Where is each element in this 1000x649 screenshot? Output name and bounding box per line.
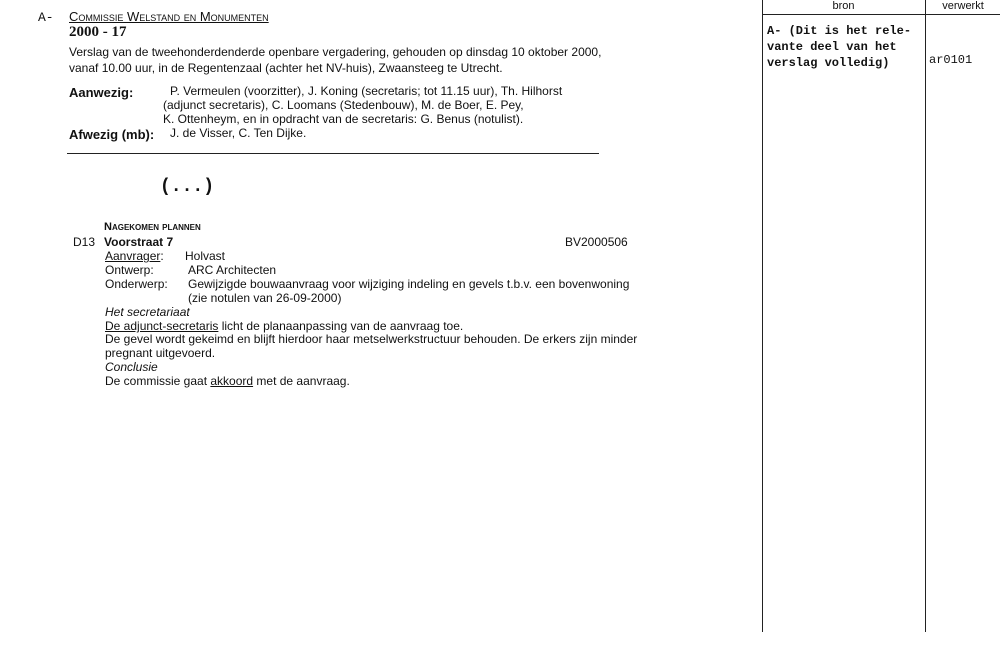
subject-line-1: Gewijzigde bouwaanvraag voor wijziging indeling en gevels t.b.v. een bovenwoning xyxy=(188,277,630,291)
processed-cell: ar0101 xyxy=(929,53,973,67)
source-cell xyxy=(767,23,911,71)
body-line-2: pregnant uitgevoerd. xyxy=(105,346,216,360)
column-header-processed: verwerkt xyxy=(942,0,984,12)
design-value: ARC Architecten xyxy=(188,263,277,277)
absent-text: J. de Visser, C. Ten Dijke. xyxy=(170,126,307,140)
source-line-2: vante deel van het xyxy=(767,40,897,54)
subject-line-2: (zie notulen van 26-09-2000) xyxy=(188,291,342,305)
item-address: Voorstraat 7 xyxy=(104,235,174,249)
item-code: D13 xyxy=(73,235,96,249)
column-header-source: bron xyxy=(832,0,855,12)
intro-line-1: Verslag van de tweehonderdenderde openbare vergadering, gehouden op dinsdag 10 oktober 2000, xyxy=(69,45,602,59)
secretariat-subject: De adjunct-secretaris xyxy=(105,319,219,333)
applicant-colon: : xyxy=(160,249,164,263)
committee-title: Commissie Welstand en Monumenten xyxy=(69,9,269,24)
table-left-border xyxy=(762,0,763,632)
conclusion-keyword: akkoord xyxy=(210,374,254,388)
applicant-label-row xyxy=(105,249,164,263)
subject-label: Onderwerp: xyxy=(105,277,168,291)
intro-line-2: vanaf 10.00 uur, in de Regentenzaal (achter het NV-huis), Zwaansteeg te Utrecht. xyxy=(69,61,503,75)
conclusion-text xyxy=(105,374,350,388)
section-heading: Nagekomen plannen xyxy=(104,221,201,233)
divider-line xyxy=(67,153,599,154)
applicant-label: Aanvrager xyxy=(105,249,161,263)
present-line-2: (adjunct secretaris), C. Loomans (Stedenbouw), M. de Boer, E. Pey, xyxy=(163,98,524,112)
present-line-3: K. Ottenheym, en in opdracht van de secretaris: G. Benus (notulist). xyxy=(163,112,524,126)
table-column-divider xyxy=(925,0,926,632)
conclusion-post: met de aanvraag. xyxy=(253,374,350,388)
secretariat-rest: licht de planaanpassing van de aanvraag toe. xyxy=(218,319,464,333)
secretariat-heading: Het secretariaat xyxy=(105,305,190,319)
table-header-border xyxy=(762,14,1000,15)
conclusion-heading: Conclusie xyxy=(105,360,158,374)
body-line-1: De gevel wordt gekeimd en blijft hierdoor haar metselwerkstructuur behouden. De erkers zijn minder xyxy=(105,332,638,346)
secretariat-text xyxy=(105,319,463,333)
present-line-1: P. Vermeulen (voorzitter), J. Koning (secretaris; tot 11.15 uur), Th. Hilhorst xyxy=(170,84,563,98)
omission-ellipsis: (...) xyxy=(160,177,215,197)
design-label: Ontwerp: xyxy=(105,263,154,277)
absent-label: Afwezig (mb): xyxy=(69,127,155,142)
doc-prefix: A- xyxy=(38,10,54,25)
present-label: Aanwezig: xyxy=(69,85,134,100)
source-line-1: A- (Dit is het rele- xyxy=(767,24,912,38)
applicant-value: Holvast xyxy=(185,249,226,263)
source-line-3: verslag volledig) xyxy=(767,56,890,70)
item-reference: BV2000506 xyxy=(565,235,628,249)
conclusion-pre: De commissie gaat xyxy=(105,374,211,388)
meeting-number: 2000 - 17 xyxy=(69,24,127,40)
